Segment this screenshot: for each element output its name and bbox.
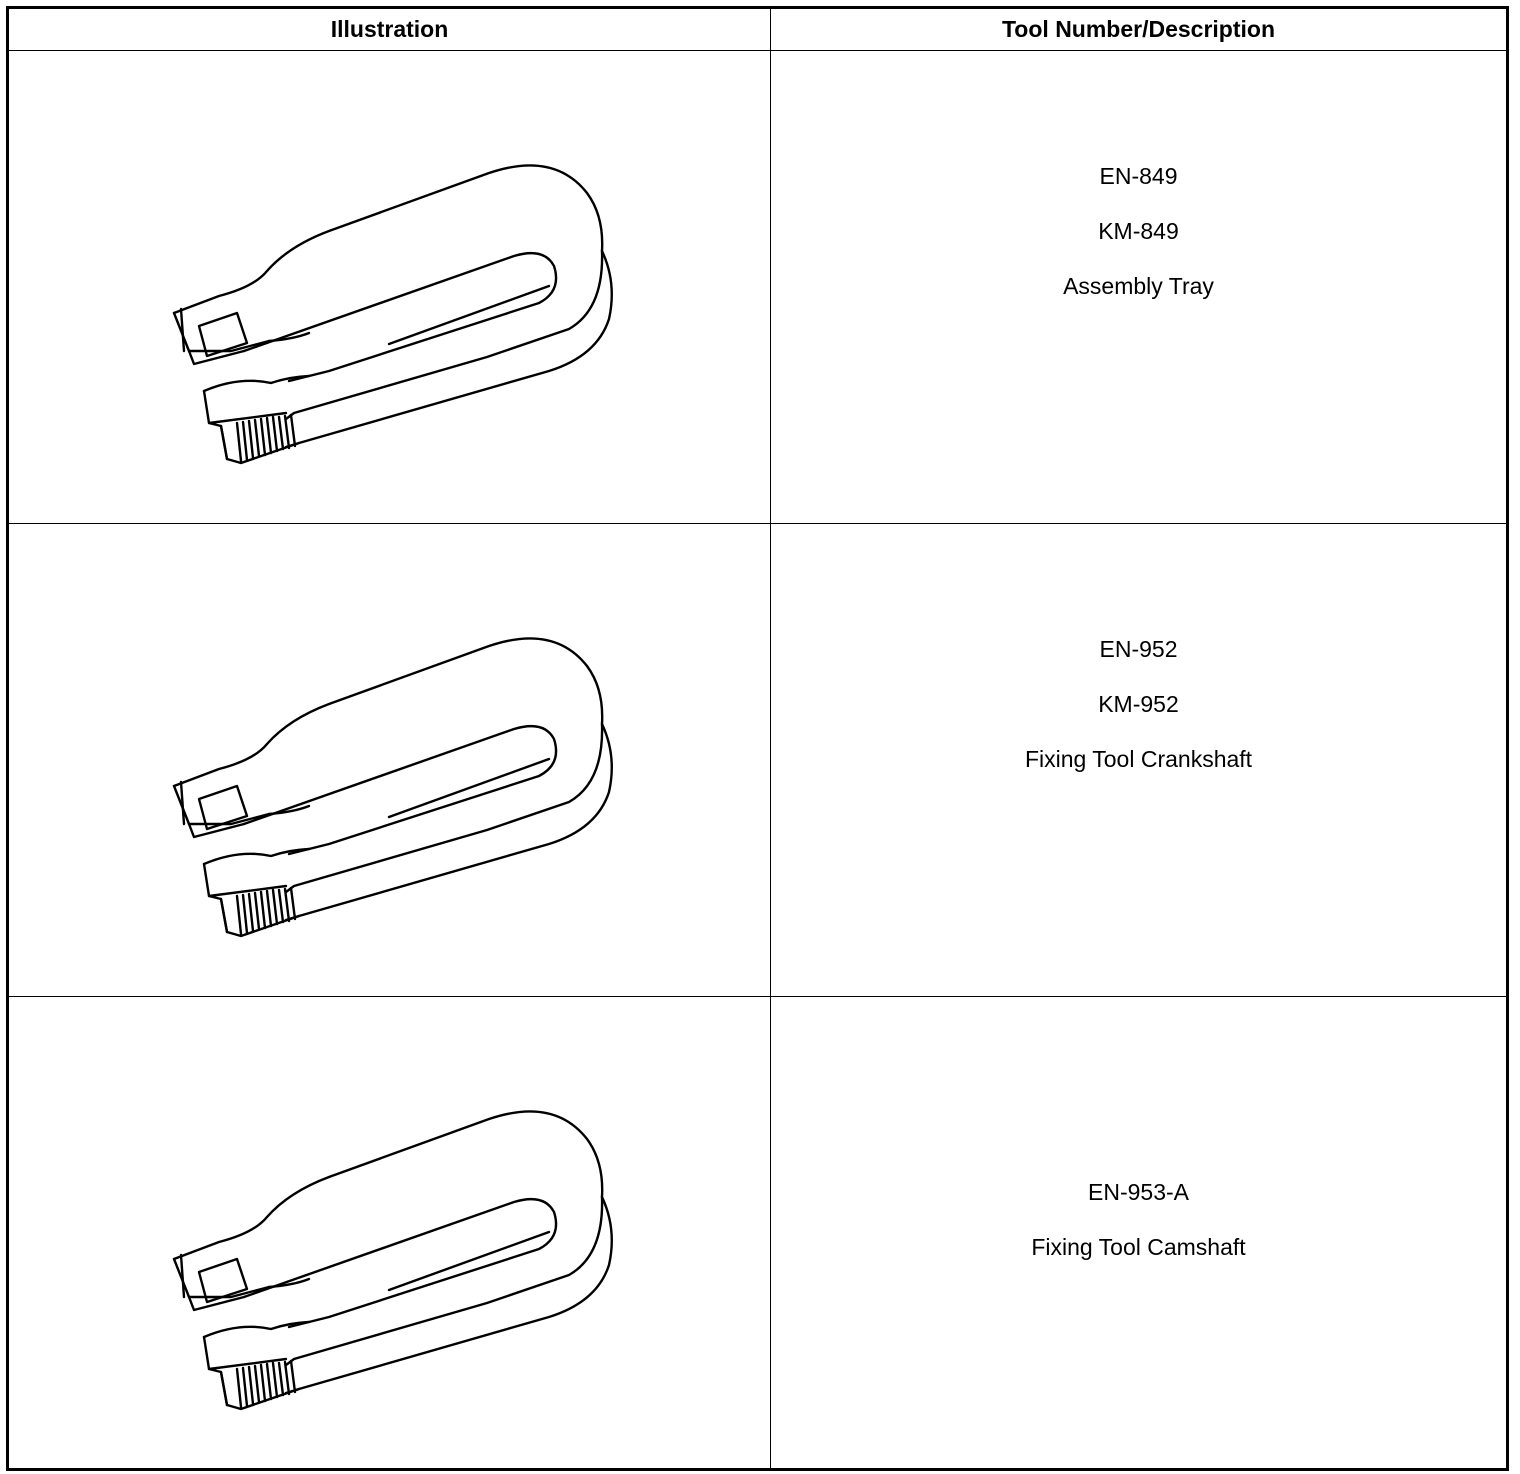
tool-number: EN-953-A [1088, 1179, 1189, 1205]
table-row [8, 997, 1508, 1470]
illustration-cell [8, 524, 771, 997]
fixing-tool-illustration-icon [9, 997, 772, 1470]
fixing-tool-illustration-icon [9, 51, 772, 524]
header-illustration: Illustration [8, 8, 771, 51]
special-tools-table [6, 6, 1509, 1471]
illustration-cell [8, 51, 771, 524]
tool-number: EN-849 [1099, 163, 1178, 189]
illustration-cell [8, 997, 771, 1470]
tool-number-alt: KM-952 [1098, 691, 1179, 717]
description-cell [771, 524, 1508, 997]
table-header-row [8, 8, 1508, 51]
table-row [8, 51, 1508, 524]
tool-number: EN-952 [1099, 636, 1178, 662]
fixing-tool-illustration-icon [9, 524, 772, 997]
tool-description: Fixing Tool Crankshaft [1024, 746, 1253, 772]
tool-number-alt: KM-849 [1098, 218, 1179, 244]
table-row [8, 524, 1508, 997]
description-cell [771, 997, 1508, 1470]
description-cell [771, 51, 1508, 524]
tool-description: Assembly Tray [1063, 273, 1214, 299]
header-tool-description: Tool Number/Description [771, 8, 1508, 51]
tool-description: Fixing Tool Camshaft [1031, 1234, 1246, 1260]
